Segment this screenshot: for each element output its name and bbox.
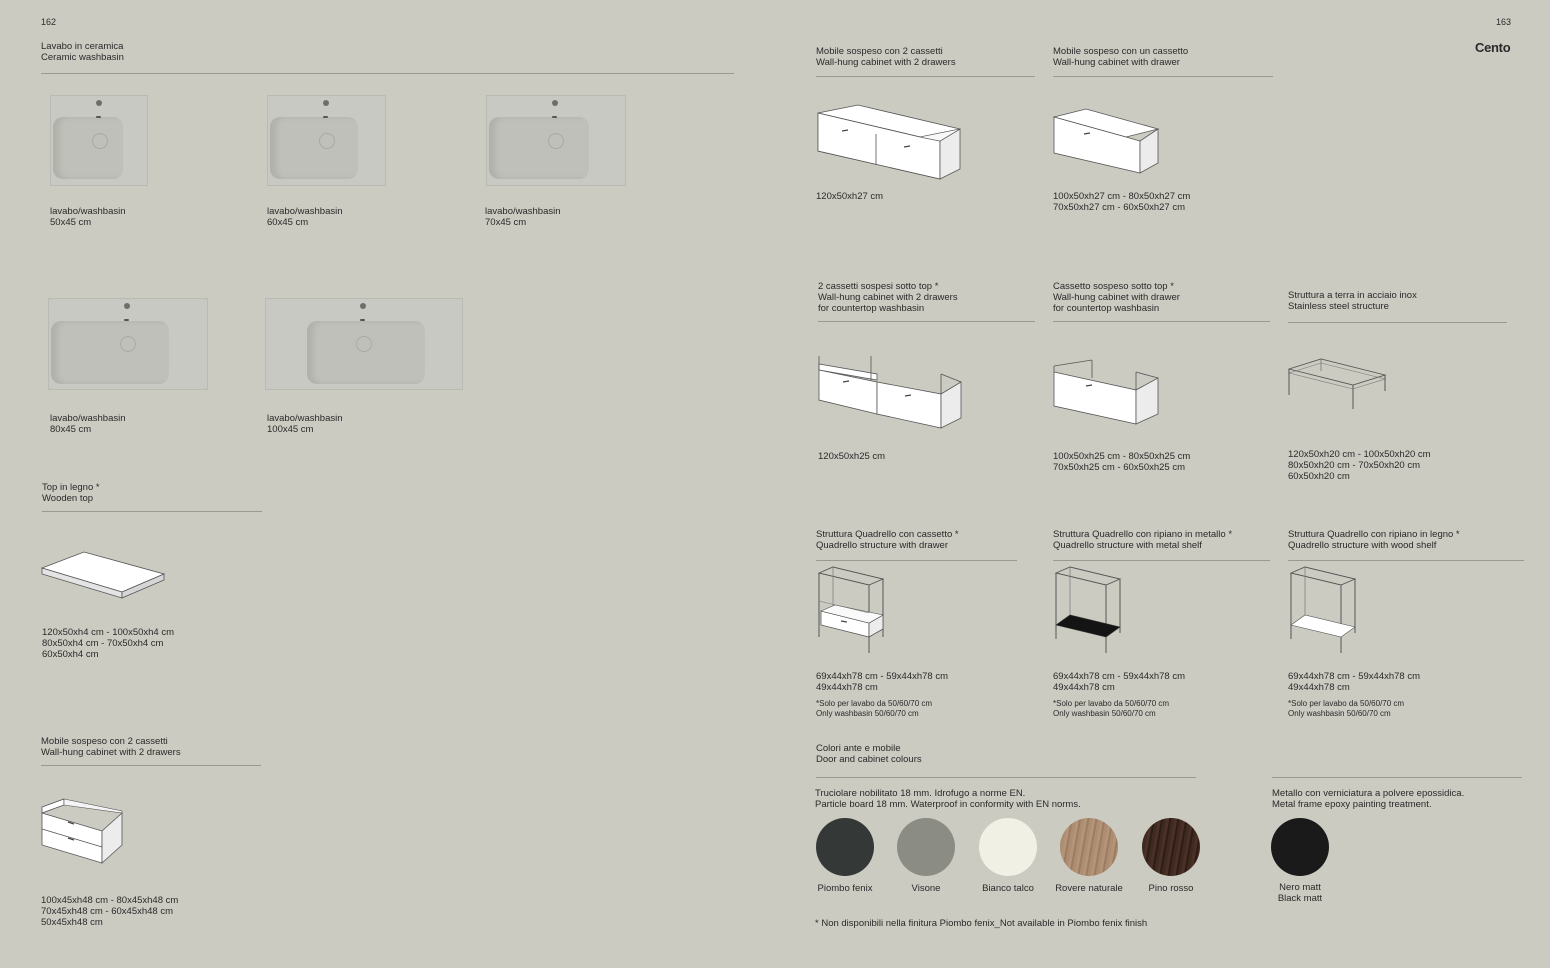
washbasin-image — [486, 95, 626, 186]
divider — [42, 511, 262, 512]
swatch-nero-matt — [1271, 818, 1329, 876]
divider — [1053, 560, 1270, 561]
page-number-left: 162 — [41, 17, 57, 27]
quadrello-wood-shelf-drawing — [1287, 565, 1361, 657]
product-title: Mobile sospeso con un cassetto Wall-hung cabinet with drawer — [1053, 46, 1189, 68]
swatch-label: Bianco talco — [982, 883, 1034, 894]
divider — [1053, 321, 1270, 322]
product-title: Cassetto sospeso sotto top * Wall-hung cabinet with drawer for countertop washbasin — [1053, 281, 1180, 314]
product-title: Struttura Quadrello con ripiano in metallo * Quadrello structure with metal shelf — [1053, 529, 1233, 551]
divider — [41, 765, 261, 766]
footnote: * Non disponibili nella finitura Piombo fenix_Not available in Piombo fenix finish — [815, 918, 1148, 929]
divider — [818, 321, 1035, 322]
divider — [816, 76, 1035, 77]
product-note: *Solo per lavabo da 50/60/70 cm Only washbasin 50/60/70 cm — [1053, 699, 1170, 718]
swatch-piombo-fenix — [816, 818, 874, 876]
wooden-top-title: Top in legno * Wooden top — [42, 482, 100, 504]
washbasin-label: lavabo/washbasin 100x45 cm — [267, 413, 343, 435]
product-sizes: 100x50xh27 cm - 80x50xh27 cm 70x50xh27 cm - 60x50xh27 cm — [1053, 191, 1191, 213]
divider — [1288, 322, 1507, 323]
product-note: *Solo per lavabo da 50/60/70 cm Only washbasin 50/60/70 cm — [816, 699, 933, 718]
divider — [1288, 560, 1524, 561]
product-sizes: 120x50xh27 cm — [816, 191, 884, 202]
product-title: Struttura a terra in acciaio inox Stainless steel structure — [1288, 290, 1417, 312]
product-title: Mobile sospeso con 2 cassetti Wall-hung cabinet with 2 drawers — [816, 46, 956, 68]
product-sizes: 69x44xh78 cm - 59x44xh78 cm 49x44xh78 cm — [1053, 671, 1186, 693]
product-sizes: 69x44xh78 cm - 59x44xh78 cm 49x44xh78 cm — [1288, 671, 1421, 693]
product-sizes: 69x44xh78 cm - 59x44xh78 cm 49x44xh78 cm — [816, 671, 949, 693]
divider — [1053, 76, 1273, 77]
swatch-pino-rosso — [1142, 818, 1200, 876]
colours-title: Colori ante e mobile Door and cabinet colours — [816, 743, 922, 765]
countertop-cabinet-1-drawer-drawing — [1052, 358, 1164, 430]
divider — [1272, 777, 1522, 778]
washbasin-image — [50, 95, 148, 186]
swatch-label: Pino rosso — [1148, 883, 1194, 894]
product-sizes: 120x50xh25 cm — [818, 451, 886, 462]
swatch-bianco-talco — [979, 818, 1037, 876]
product-title: Struttura Quadrello con cassetto * Quadrello structure with drawer — [816, 529, 959, 551]
metal-description: Metallo con verniciatura a polvere epossidica. Metal frame epoxy painting treatment. — [1272, 788, 1465, 810]
divider — [816, 777, 1196, 778]
washbasin-label: lavabo/washbasin 70x45 cm — [485, 206, 561, 228]
washbasin-image — [267, 95, 386, 186]
wooden-top-sizes: 120x50xh4 cm - 100x50xh4 cm 80x50xh4 cm - 70x50xh4 cm 60x50xh4 cm — [42, 627, 175, 660]
swatch-label: Rovere naturale — [1055, 883, 1123, 894]
cabinet-sizes: 100x45xh48 cm - 80x45xh48 cm 70x45xh48 cm - 60x45xh48 cm 50x45xh48 cm — [41, 895, 179, 928]
washbasin-label: lavabo/washbasin 60x45 cm — [267, 206, 343, 228]
product-sizes: 100x50xh25 cm - 80x50xh25 cm 70x50xh25 cm - 60x50xh25 cm — [1053, 451, 1191, 473]
quadrello-drawer-drawing — [815, 565, 887, 657]
swatch-label: Visone — [911, 883, 941, 894]
product-note: *Solo per lavabo da 50/60/70 cm Only washbasin 50/60/70 cm — [1288, 699, 1405, 718]
board-description: Truciolare nobilitato 18 mm. Idrofugo a norme EN. Particle board 18 mm. Waterproof in conformity with EN norms. — [815, 788, 1081, 810]
cabinet-title: Mobile sospeso con 2 cassetti Wall-hung cabinet with 2 drawers — [41, 736, 181, 758]
product-sizes: 120x50xh20 cm - 100x50xh20 cm 80x50xh20 cm - 70x50xh20 cm 60x50xh20 cm — [1288, 449, 1431, 482]
brand-logo: Cento — [1475, 40, 1511, 55]
swatch-label: Piombo fenix — [817, 883, 873, 894]
washbasin-image — [265, 298, 463, 390]
quadrello-metal-shelf-drawing — [1052, 565, 1126, 657]
cabinet-2-drawers-drawing — [816, 103, 964, 181]
section-title-washbasin: Lavabo in ceramica Ceramic washbasin — [41, 41, 124, 63]
product-title: Struttura Quadrello con ripiano in legno * Quadrello structure with wood shelf — [1288, 529, 1460, 551]
washbasin-label: lavabo/washbasin 50x45 cm — [50, 206, 126, 228]
page-number-right: 163 — [1496, 17, 1512, 27]
steel-structure-drawing — [1287, 357, 1389, 413]
wooden-top-drawing — [40, 550, 170, 602]
swatch-visone — [897, 818, 955, 876]
cabinet-1-drawer-drawing — [1052, 107, 1162, 177]
product-title: 2 cassetti sospesi sotto top * Wall-hung cabinet with 2 drawers for countertop washbasin — [818, 281, 958, 314]
divider — [41, 73, 734, 74]
cabinet-drawing — [40, 797, 126, 867]
swatch-label: Nero matt Black matt — [1277, 882, 1323, 904]
washbasin-label: lavabo/washbasin 80x45 cm — [50, 413, 126, 435]
divider — [816, 560, 1017, 561]
washbasin-image — [48, 298, 208, 390]
swatch-rovere-naturale — [1060, 818, 1118, 876]
countertop-cabinet-2-drawers-drawing — [817, 354, 965, 432]
